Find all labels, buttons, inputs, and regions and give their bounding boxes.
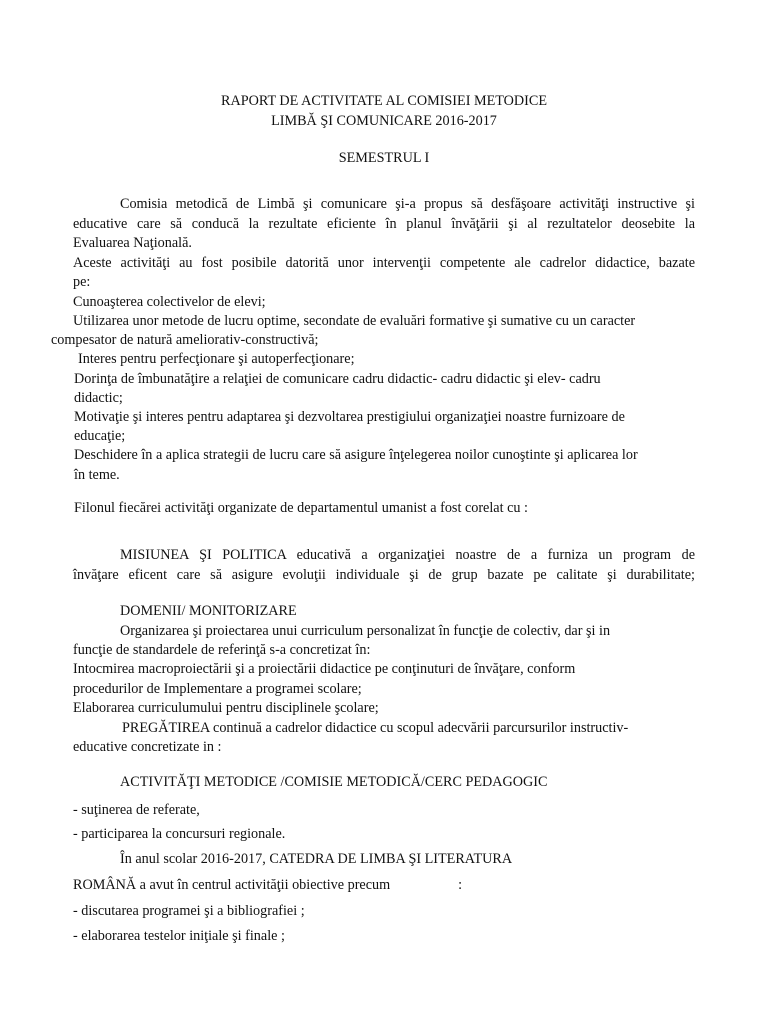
paragraph-line: pe: (73, 274, 91, 290)
title-line-1: RAPORT DE ACTIVITATE AL COMISIEI METODICE (220, 93, 548, 109)
list-line: Interes pentru perfecţionare şi autoperfecţionare; (78, 351, 355, 367)
list-line: Deschidere în a aplica strategii de lucru care să asigure înţelegerea noilor cunoştinte şi aplicarea lor (74, 447, 638, 463)
list-line: - elaborarea testelor iniţiale şi finale ; (73, 928, 285, 944)
list-line: în teme. (74, 467, 120, 483)
paragraph-line: învăţare eficent care să asigure evoluţii individuale şi de grup bazate pe calitate şi durabilitate; (73, 567, 695, 583)
paragraph-line-text: ROMÂNĂ a avut în centrul activităţii obiective precum (73, 877, 391, 893)
paragraph-line-colon: : (458, 877, 463, 893)
list-line: Utilizarea unor metode de lucru optime, secondate de evaluări formative şi sumative cu un caracter (73, 313, 636, 329)
paragraph-line: Intocmirea macroproiectării şi a proiectării didactice pe conţinuturi de învăţare, conform (73, 661, 576, 677)
title-line-2: LIMBĂ ŞI COMUNICARE 2016-2017 (271, 113, 497, 129)
paragraph-line: Elaborarea curriculumului pentru disciplinele şcolare; (73, 700, 379, 716)
paragraph-line: În anul scolar 2016-2017, CATEDRA DE LIMBA ŞI LITERATURA (120, 851, 513, 867)
list-line: didactic; (74, 390, 123, 406)
paragraph-line: MISIUNEA ŞI POLITICA educativă a organizaţiei noastre de a furniza un program de (120, 547, 695, 563)
section-heading: DOMENII/ MONITORIZARE (120, 603, 297, 619)
list-line: Cunoaşterea colectivelor de elevi; (73, 294, 266, 310)
list-line: Motivaţie şi interes pentru adaptarea şi dezvoltarea prestigiului organizaţiei noastre furnizoare de (74, 409, 625, 425)
list-line: Dorinţa de îmbunatăţire a relaţiei de comunicare cadru didactic- cadru didactic şi elev- cadru (74, 371, 601, 387)
paragraph-line: Aceste activităţi au fost posibile datorită unor intervenţii competente ale cadrelor didactice, bazate (73, 255, 695, 271)
paragraph-line: funcţie de standardele de referinţă s-a concretizat în: (73, 642, 371, 658)
list-line: compesator de natură ameliorativ-constructivă; (51, 332, 319, 348)
paragraph-line: educative care să conducă la rezultate eficiente în planul învăţării şi al rezultatelor deosebite la (73, 216, 695, 232)
list-line: educaţie; (74, 428, 126, 444)
section-heading: ACTIVITĂŢI METODICE /COMISIE METODICĂ/CERC PEDAGOGIC (120, 774, 548, 790)
list-line: - participarea la concursuri regionale. (73, 826, 286, 842)
list-line: - discutarea programei şi a bibliografiei ; (73, 903, 305, 919)
paragraph-line (73, 876, 462, 894)
paragraph-line: Evaluarea Naţională. (73, 235, 192, 251)
list-line: - suţinerea de referate, (73, 802, 200, 818)
paragraph-line: Organizarea şi proiectarea unui curriculum personalizat în funcţie de colectiv, dar şi in (120, 623, 611, 639)
paragraph-line: procedurilor de Implementare a programei scolare; (73, 681, 362, 697)
semester-heading: SEMESTRUL I (338, 150, 430, 166)
paragraph-line: PREGĂTIREA continuă a cadrelor didactice cu scopul adecvării parcursurilor instructiv- (122, 720, 629, 736)
paragraph-line: Comisia metodică de Limbă şi comunicare şi-a propus să desfăşoare activităţi instructive şi (120, 196, 695, 212)
paragraph-line: Filonul fiecărei activităţi organizate de departamentul umanist a fost corelat cu : (74, 500, 528, 516)
paragraph-line: educative concretizate in : (73, 739, 222, 755)
